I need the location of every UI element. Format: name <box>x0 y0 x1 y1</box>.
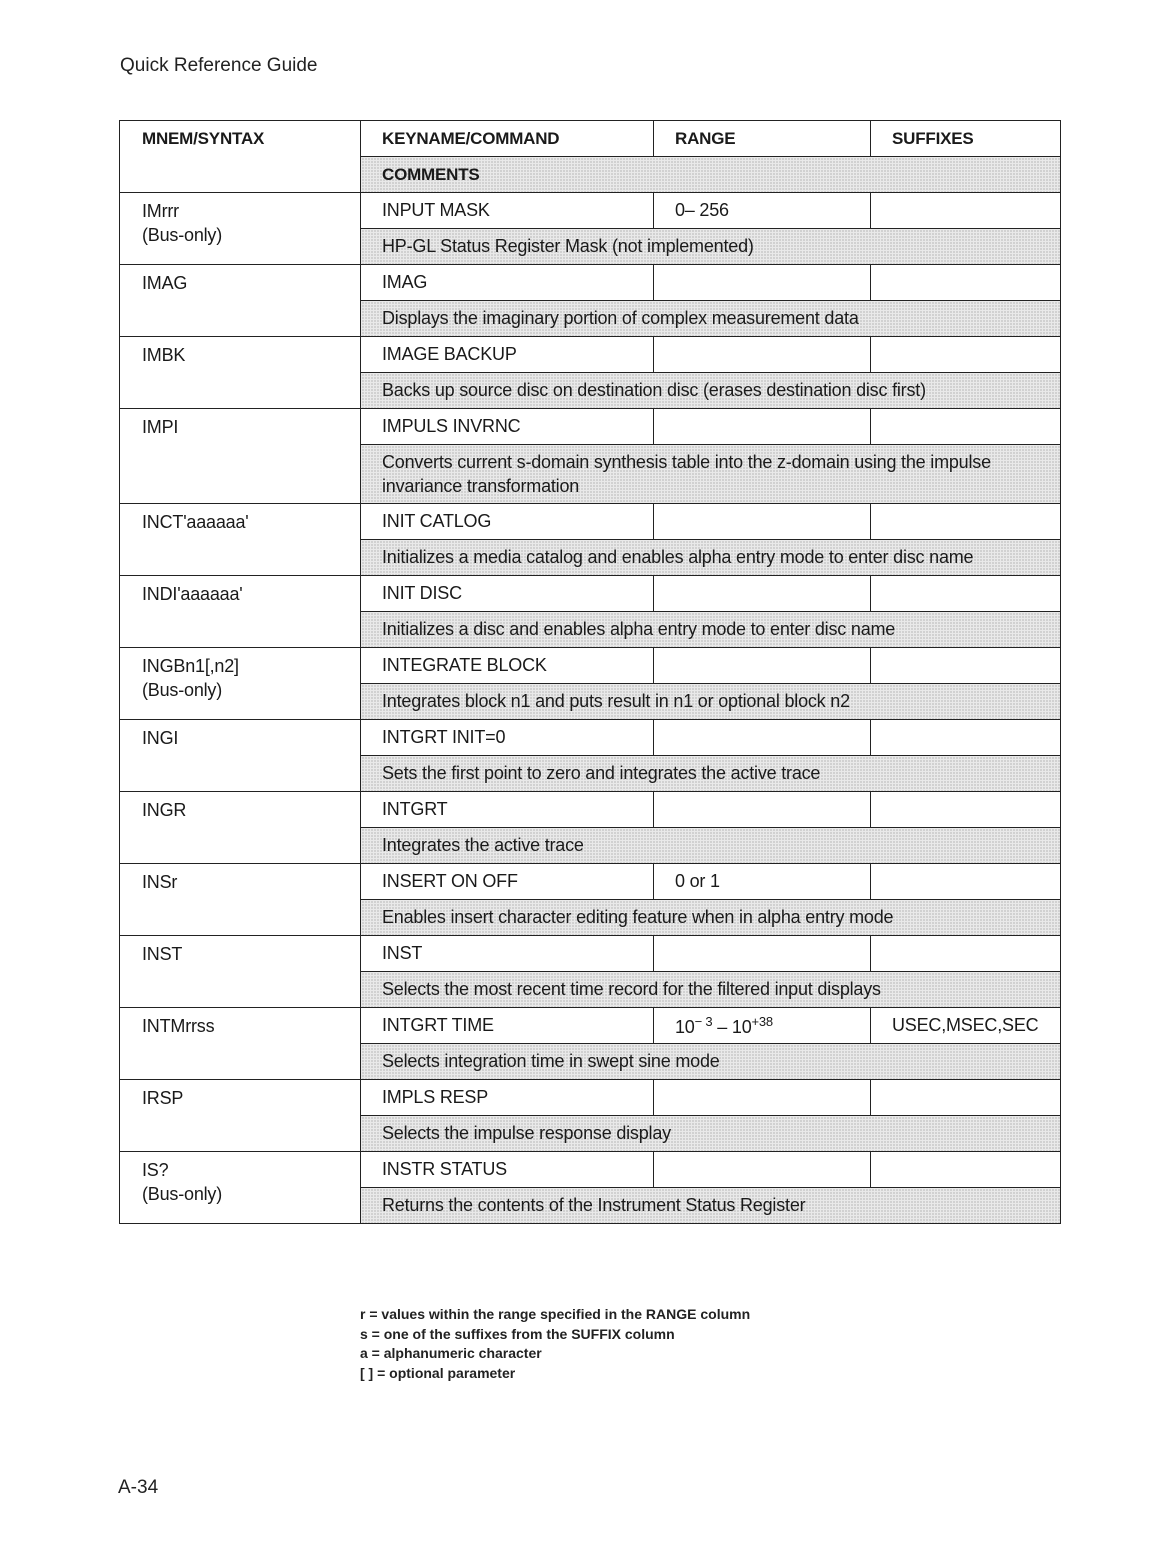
table-row <box>120 1152 1061 1188</box>
keyname-cell: INPUT MASK <box>361 193 654 229</box>
comment-cell: Returns the contents of the Instrument Status Register <box>361 1188 1061 1224</box>
table-row <box>120 1080 1061 1116</box>
column-header-keyname: KEYNAME/COMMAND <box>361 121 654 157</box>
comment-cell: Integrates block n1 and puts result in n1 or optional block n2 <box>361 684 1061 720</box>
legend-item: s = one of the suffixes from the SUFFIX column <box>360 1325 675 1342</box>
range-cell: 0 or 1 <box>654 864 871 900</box>
keyname-cell: INTGRT INIT=0 <box>361 720 654 756</box>
suffixes-cell <box>871 193 1061 229</box>
table-row <box>120 409 1061 445</box>
range-cell <box>654 648 871 684</box>
page-header-title: Quick Reference Guide <box>120 55 318 76</box>
mnem-syntax: IMBK <box>142 345 186 365</box>
table-header-row <box>120 121 1061 157</box>
range-cell <box>654 720 871 756</box>
mnem-syntax: INDI'aaaaaa' <box>142 584 243 604</box>
mnem-syntax: INGI <box>142 728 179 748</box>
range-base: 10 <box>731 1016 752 1037</box>
suffixes-cell <box>871 864 1061 900</box>
range-cell <box>654 792 871 828</box>
mnem-cell <box>120 1080 361 1152</box>
table-row <box>120 576 1061 612</box>
comment-cell: Integrates the active trace <box>361 828 1061 864</box>
mnem-cell <box>120 648 361 720</box>
mnem-syntax: INGBn1[,n2] <box>142 656 239 676</box>
mnem-syntax: INCT'aaaaaa' <box>142 512 249 532</box>
mnem-cell <box>120 792 361 864</box>
suffixes-cell <box>871 720 1061 756</box>
suffixes-cell <box>871 1152 1061 1188</box>
mnem-syntax: INTMrrss <box>142 1016 215 1036</box>
legend-item: r = values within the range specified in the RANGE column <box>360 1306 751 1322</box>
column-header-range: RANGE <box>654 121 871 157</box>
range-cell <box>654 1080 871 1116</box>
comment-cell: HP-GL Status Register Mask (not implemented) <box>361 229 1061 265</box>
comment-text: Converts current s-domain synthesis table into the z-domain using the impulse invariance transformation <box>382 452 991 496</box>
range-base: 10 <box>675 1016 695 1037</box>
mnem-syntax: IMPI <box>142 417 179 437</box>
keyname-cell: INST <box>361 936 654 972</box>
table-row <box>120 720 1061 756</box>
range-cell <box>654 504 871 540</box>
legend-item: [ ] = optional parameter <box>360 1364 516 1381</box>
range-cell <box>654 1152 871 1188</box>
keyname-cell: IMAG <box>361 265 654 301</box>
comment-cell: Backs up source disc on destination disc (erases destination disc first) <box>361 373 1061 409</box>
mnem-syntax: IS? <box>142 1160 169 1180</box>
keyname-cell: INIT CATLOG <box>361 504 654 540</box>
keyname-cell: INIT DISC <box>361 576 654 612</box>
range-cell <box>654 936 871 972</box>
range-cell <box>654 1008 871 1044</box>
range-cell <box>654 409 871 445</box>
table-row <box>120 792 1061 828</box>
column-header-comments: COMMENTS <box>361 157 1061 193</box>
suffixes-cell <box>871 265 1061 301</box>
mnem-note: (Bus-only) <box>142 225 223 245</box>
comment-cell: Displays the imaginary portion of complex measurement data <box>361 301 1061 337</box>
range-cell <box>654 576 871 612</box>
mnem-cell <box>120 864 361 936</box>
suffixes-cell <box>871 337 1061 373</box>
range-cell <box>654 265 871 301</box>
column-header-mnem: MNEM/SYNTAX <box>120 121 361 193</box>
table-row <box>120 936 1061 972</box>
table-row <box>120 648 1061 684</box>
mnem-cell <box>120 409 361 504</box>
range-exponent: − 3 <box>694 1013 713 1029</box>
mnem-syntax: INST <box>142 944 183 964</box>
comment-cell: Initializes a disc and enables alpha entry mode to enter disc name <box>361 612 1061 648</box>
comment-cell: Selects integration time in swept sine mode <box>361 1044 1061 1080</box>
keyname-cell: IMPULS INVRNC <box>361 409 654 445</box>
suffixes-cell <box>871 1080 1061 1116</box>
comment-cell: Selects the most recent time record for the filtered input displays <box>361 972 1061 1008</box>
table-row <box>120 504 1061 540</box>
column-header-suffixes: SUFFIXES <box>871 121 1061 157</box>
mnem-cell <box>120 337 361 409</box>
keyname-cell: INTEGRATE BLOCK <box>361 648 654 684</box>
suffixes-cell <box>871 409 1061 445</box>
range-cell: 0– 256 <box>654 193 871 229</box>
mnem-syntax: INGR <box>142 800 187 820</box>
mnem-cell <box>120 720 361 792</box>
mnem-cell <box>120 504 361 576</box>
suffixes-cell: USEC,MSEC,SEC <box>871 1008 1061 1044</box>
keyname-cell: INTGRT <box>361 792 654 828</box>
table-row <box>120 193 1061 229</box>
legend <box>360 1305 750 1383</box>
comment-cell: Selects the impulse response display <box>361 1116 1061 1152</box>
suffixes-cell <box>871 792 1061 828</box>
mnem-note: (Bus-only) <box>142 1184 223 1204</box>
page-number: A-34 <box>118 1477 159 1498</box>
mnem-cell <box>120 1152 361 1224</box>
suffixes-cell <box>871 936 1061 972</box>
range-separator: – <box>712 1016 732 1037</box>
mnem-cell <box>120 265 361 337</box>
mnem-syntax: IRSP <box>142 1088 184 1108</box>
mnem-syntax: IMAG <box>142 273 188 293</box>
range-cell <box>654 337 871 373</box>
comment-cell: Initializes a media catalog and enables alpha entry mode to enter disc name <box>361 540 1061 576</box>
table-row <box>120 265 1061 301</box>
keyname-cell: IMPLS RESP <box>361 1080 654 1116</box>
keyname-cell: INSERT ON OFF <box>361 864 654 900</box>
command-reference-table <box>119 120 1061 1224</box>
suffixes-cell <box>871 504 1061 540</box>
mnem-cell <box>120 193 361 265</box>
comment-cell <box>361 445 1061 504</box>
legend-item: a = alphanumeric character <box>360 1345 542 1361</box>
mnem-cell <box>120 576 361 648</box>
range-exponent: +38 <box>751 1013 773 1029</box>
table-row <box>120 864 1061 900</box>
suffixes-cell <box>871 576 1061 612</box>
mnem-cell <box>120 1008 361 1080</box>
mnem-note: (Bus-only) <box>142 680 223 700</box>
suffixes-cell <box>871 648 1061 684</box>
mnem-syntax: INSr <box>142 872 178 892</box>
comment-cell: Sets the first point to zero and integrates the active trace <box>361 756 1061 792</box>
mnem-cell <box>120 936 361 1008</box>
keyname-cell: INSTR STATUS <box>361 1152 654 1188</box>
keyname-cell: INTGRT TIME <box>361 1008 654 1044</box>
table-row <box>120 337 1061 373</box>
comment-cell: Enables insert character editing feature when in alpha entry mode <box>361 900 1061 936</box>
table-row <box>120 1008 1061 1044</box>
keyname-cell: IMAGE BACKUP <box>361 337 654 373</box>
mnem-syntax: IMrrr <box>142 201 179 221</box>
